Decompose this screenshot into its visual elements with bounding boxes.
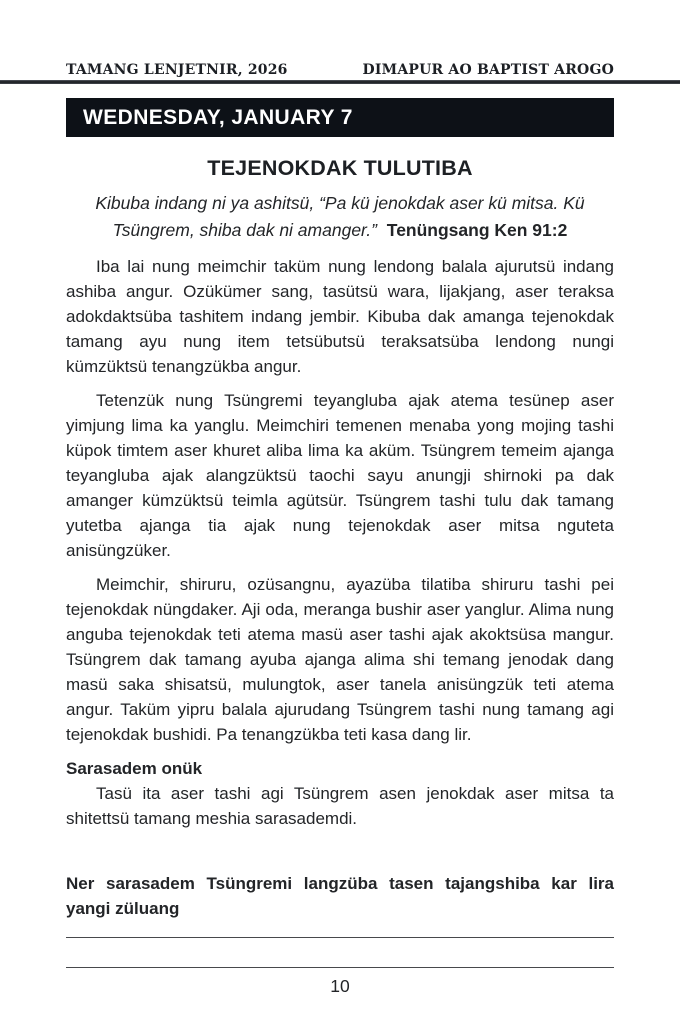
date-banner — [66, 98, 614, 137]
head-rule — [0, 80, 680, 84]
verse-reference: Tenüngsang Ken 91:2 — [386, 220, 568, 240]
running-head — [66, 62, 614, 78]
running-head-journal-title: TAMANG LENJETNIR, 2026 — [66, 62, 288, 78]
body-text — [66, 254, 614, 831]
paragraph-2: Tetenzük nung Tsüngremi teyangluba ajak atema tesünep aser yimjung lima ka yanglu. Meimchiri temenen menaba yong mojing tashi küpok timtem aser khuret aliba lima ka aküm. Tsüngrem temeim ajanga teyangluba ajak alangzüktsü taochi sayu anungji shirnoki pa dak amanger kümzüktsü teimla agütsür. Tsüngrem tashi tulu dak tamang yutetba ajanga tia ajak nung tejenokdak aser mitsa nguteta anisüngzüker. — [66, 391, 614, 560]
section-paragraph-prayer: Tasü ita aser tashi agi Tsüngrem asen jenokdak aser mitsa ta shitettsü tamang meshia sarasademdi. — [66, 784, 614, 828]
page-number: 10 — [330, 976, 350, 996]
verse-text: Kibuba indang ni ya ashitsü, “Pa kü jenokdak aser kü mitsa. Kü Tsüngrem, shiba dak ni amanger.” — [95, 193, 585, 240]
devotion-title: TEJENOKDAK TULUTIBA — [207, 156, 473, 180]
verse-block — [76, 190, 604, 244]
write-line-1 — [66, 937, 614, 938]
paragraph-3: Meimchir, shiruru, ozüsangnu, ayazüba tilatiba shiruru tashi pei tejenokdak nüngdaker. Aji oda, meranga bushir aser yanglur. Alima nung anguba tejenokdak teti atema masü aser tashi ajak akoktsüsa mangur. Tsüngrem dak tamang ayuba ajanga alima shi temang jenodak dang masü saka shisatsü, mulungtok, aser tanela anisüngzük teti atema angur. Taküm yipru balala ajurudang Tsüngrem tashi nung tamang agi tejenokdak bushidi. Pa tenangzükba teti kasa dang lir. — [66, 575, 614, 744]
paragraph-1: Iba lai nung meimchir taküm nung lendong balala ajurutsü indang ashiba angur. Ozükümer sang, tasütsü wara, lijakjang, aser teraksa adokdaktsüba tashitem indang jembir. Kibuba dak amanga tejenokdak tamang ayu nung item tetsübutsü teraksatsüba lendong nungi kümzüktsü tenangzükba angur. — [66, 257, 614, 376]
section-heading-prayer: Sarasadem onük — [66, 759, 203, 778]
reflection-note: Ner sarasadem Tsüngremi langzüba tasen tajangshiba kar lira yangi züluang — [66, 874, 614, 918]
date-banner-label: WEDNESDAY, JANUARY 7 — [83, 105, 353, 129]
running-head-church-name: DIMAPUR AO BAPTIST AROGO — [362, 62, 614, 78]
write-line-2 — [66, 967, 614, 968]
